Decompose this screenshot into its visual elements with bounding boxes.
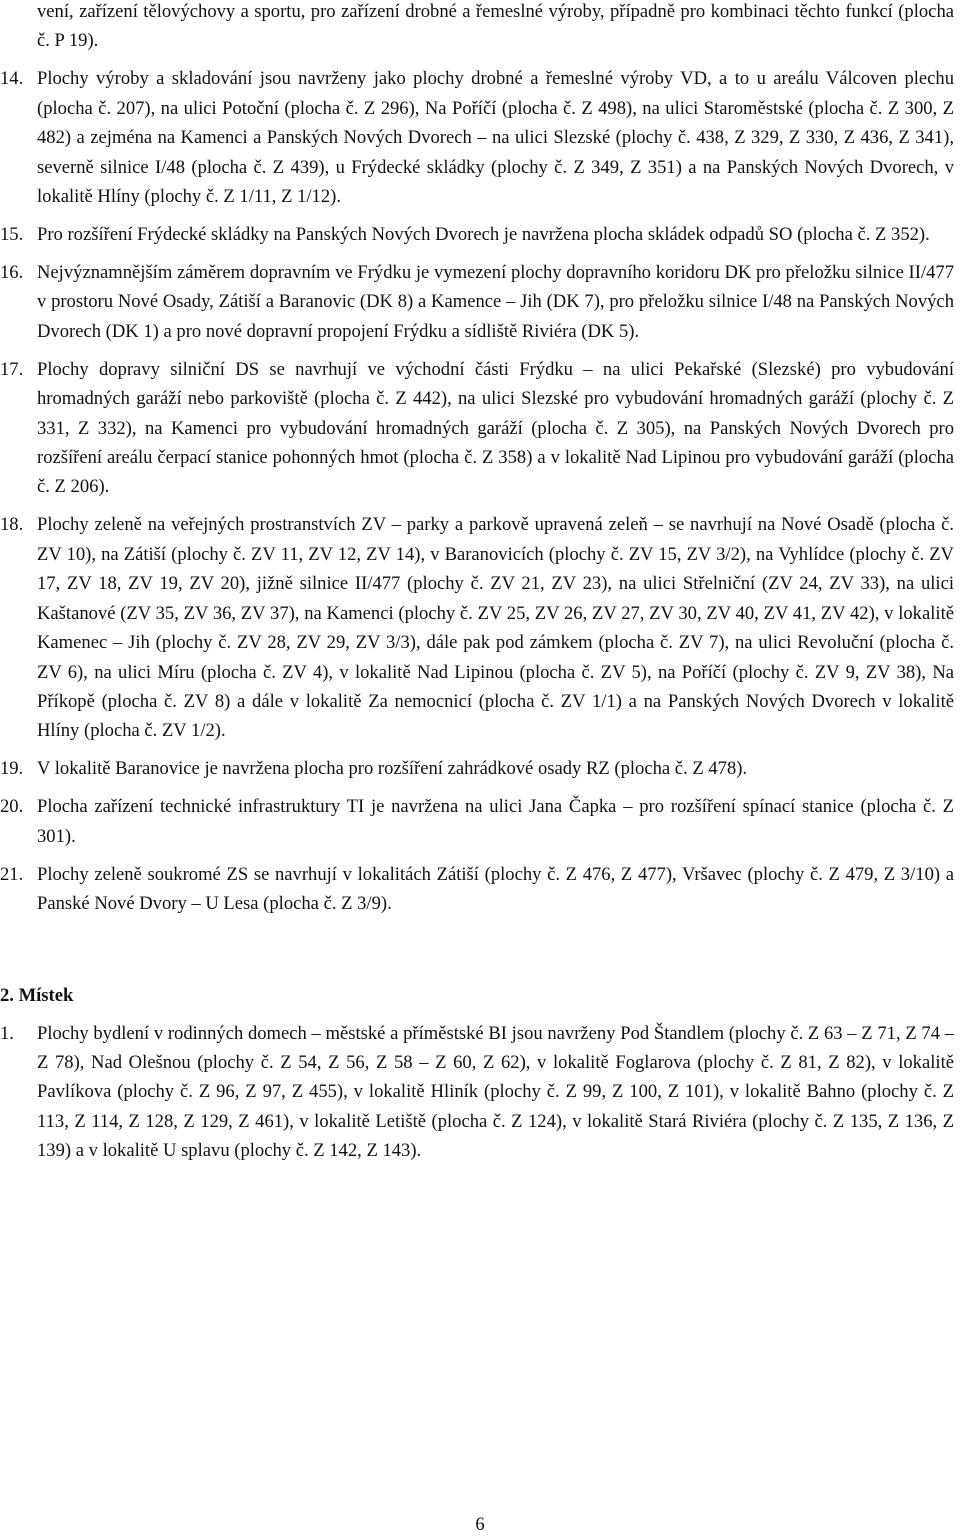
- list-item-number: 15.: [0, 224, 24, 246]
- list-item-number: 1.: [0, 1022, 14, 1044]
- list-item-20: [0, 792, 954, 851]
- list-item-15: [0, 220, 954, 249]
- list-item-number: 19.: [0, 758, 24, 780]
- list-item-21: [0, 860, 954, 919]
- list-item-number: 17.: [0, 358, 24, 380]
- list-item-number: 18.: [0, 514, 24, 536]
- list-item-number: 16.: [0, 262, 24, 284]
- page-number: 6: [475, 1514, 485, 1535]
- list-item-number: 21.: [0, 863, 24, 885]
- list-item-number: 20.: [0, 796, 24, 818]
- list-item-mistek-1: [0, 1019, 954, 1166]
- list-item-19: [0, 754, 954, 783]
- list-item-number: 14.: [0, 68, 24, 90]
- list-item-18: [0, 510, 954, 745]
- list-item-text: Plochy zeleně soukromé ZS se navrhují v lokalitách Zátiší (plochy č. Z 476, Z 477), Vršavec (plochy č. Z 479, Z 3/10) a Panské Nové Dvory – U Lesa (plocha č. Z 3/9).: [37, 863, 954, 915]
- list-item-text: Plochy výroby a skladování jsou navrženy jako plochy drobné a řemeslné výroby VD, a to u areálu Válcoven plechu (plocha č. 207), na ulici Potoční (plocha č. Z 296), Na Poříčí (plocha č. Z 498), na ulici Staroměstské (plocha č. Z 300, Z 482) a zejména na Kamenci a Panských Nových Dvorech – na ulici Slezské (plochy č. 438, Z 329, Z 330, Z 436, Z 341), severně silnice I/48 (plocha č. Z 439), u Frýdecké skládky (plochy č. Z 349, Z 351) a na Panských Nových Dvorech, v lokalitě Hlíny (plochy č. Z 1/11, Z 1/12).: [37, 68, 954, 208]
- intro-paragraph: vení, zařízení tělovýchovy a sportu, pro zařízení drobné a řemeslné výroby, případně pro kombinaci těchto funkcí (plocha č. P 19).: [37, 1, 954, 52]
- list-item-text: Pro rozšíření Frýdecké skládky na Panských Nových Dvorech je navržena plocha skládek odpadů SO (plocha č. Z 352).: [37, 224, 930, 246]
- list-item-text: V lokalitě Baranovice je navržena plocha pro rozšíření zahrádkové osady RZ (plocha č. Z 478).: [37, 758, 748, 780]
- list-item-text: Nejvýznamnějším záměrem dopravním ve Frýdku je vymezení plochy dopravního koridoru DK pro přeložku silnice II/477 v prostoru Nové Osady, Zátiší a Baranovic (DK 8) a Kamence – Jih (DK 7), pro přeložku silnice I/48 na Panských Nových Dvorech (DK 1) a pro nové dopravní propojení Frýdku a sídliště Riviéra (DK 5).: [37, 262, 954, 342]
- list-item-14: [0, 64, 954, 211]
- list-item-16: [0, 258, 954, 346]
- list-item-text: Plochy dopravy silniční DS se navrhují ve východní části Frýdku – na ulici Pekařské (Slezské) pro vybudování hromadných garáží nebo parkoviště (plocha č. Z 442), na ulici Slezské pro vybudování hromadných garáží (plochy č. Z 331, Z 332), na Kamenci pro vybudování hromadných garáží (plocha č. Z 305), na Panských Nových Dvorech pro rozšíření areálu čerpací stanice pohonných hmot (plocha č. Z 358) a v lokalitě Nad Lipinou pro vybudování garáží (plocha č. Z 206).: [37, 358, 954, 498]
- list-item-17: [0, 355, 954, 502]
- list-item-text: Plochy bydlení v rodinných domech – městské a příměstské BI jsou navrženy Pod Štandlem (plochy č. Z 63 – Z 71, Z 74 – Z 78), Nad Olešnou (plochy č. Z 54, Z 56, Z 58 – Z 60, Z 62), v lokalitě Foglarova (plochy č. Z 81, Z 82), v lokalitě Pavlíkova (plochy č. Z 96, Z 97, Z 455), v lokalitě Hliník (plochy č. Z 99, Z 100, Z 101), v lokalitě Bahno (plochy č. Z 113, Z 114, Z 128, Z 129, Z 461), v lokalitě Letiště (plocha č. Z 124), v lokalitě Stará Riviéra (plochy č. Z 135, Z 136, Z 139) a v lokalitě U splavu (plochy č. Z 142, Z 143).: [37, 1022, 954, 1162]
- section-heading: 2. Místek: [0, 984, 74, 1006]
- list-item-text: Plocha zařízení technické infrastruktury TI je navržena na ulici Jana Čapka – pro rozšíření spínací stanice (plocha č. Z 301).: [37, 796, 954, 847]
- list-item-text: Plochy zeleně na veřejných prostranstvích ZV – parky a parkově upravená zeleň – se navrhují na Nové Osadě (plocha č. ZV 10), na Zátiší (plochy č. ZV 11, ZV 12, ZV 14), v Baranovicích (plochy č. ZV 15, ZV 3/2), na Vyhlídce (plochy č. ZV 17, ZV 18, ZV 19, ZV 20), jižně silnice II/477 (plochy č. ZV 21, ZV 23), na ulici Střelniční (ZV 24, ZV 33), na ulici Kaštanové (ZV 35, ZV 36, ZV 37), na Kamenci (plochy č. ZV 25, ZV 26, ZV 27, ZV 30, ZV 40, ZV 41, ZV 42), v lokalitě Kamenec – Jih (plochy č. ZV 28, ZV 29, ZV 3/3), dále pak pod zámkem (plocha č. ZV 7), na ulici Revoluční (plocha č. ZV 6), na ulici Míru (plocha č. ZV 4), v lokalitě Nad Lipinou (plocha č. ZV 5), na Poříčí (plochy č. ZV 9, ZV 38), Na Příkopě (plocha č. ZV 8) a dále v lokalitě Za nemocnicí (plocha č. ZV 1/1) a na Panských Nových Dvorech v lokalitě Hlíny (plocha č. ZV 1/2).: [37, 514, 954, 742]
